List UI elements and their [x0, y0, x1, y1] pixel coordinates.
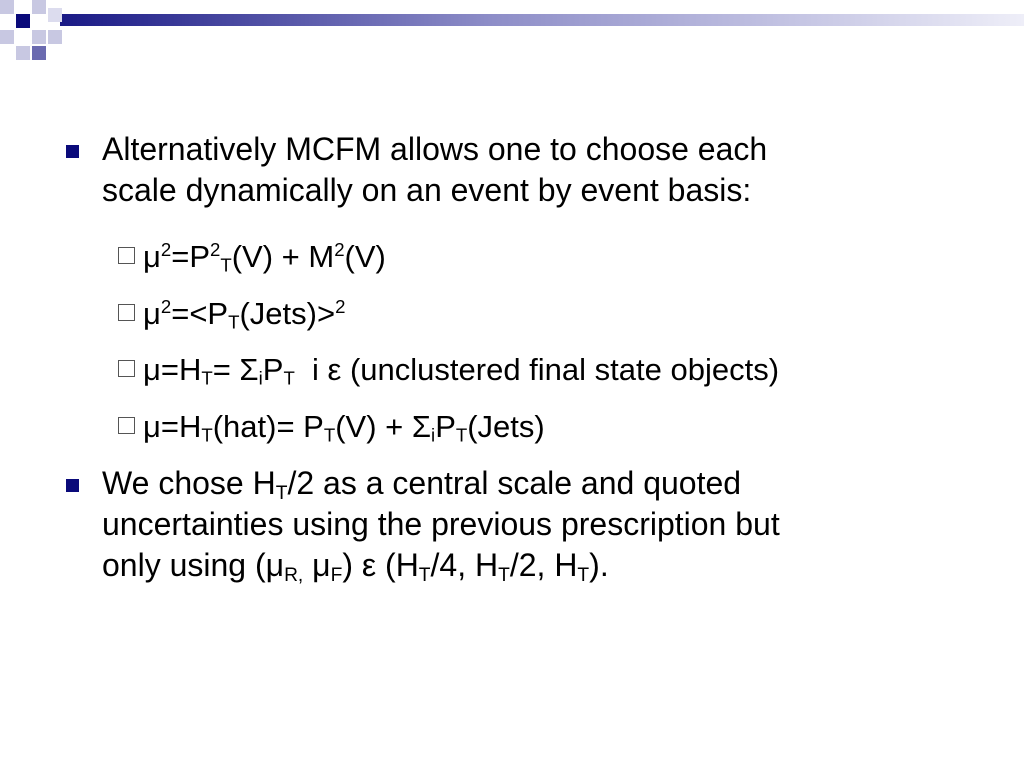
bullet-square-icon [66, 479, 79, 492]
sub-bullet-2: $\mu^2=<P_T(Jets)>^2$ [118, 294, 345, 334]
bullet-2-line-2: uncertainties using the previous prescription but [102, 506, 780, 542]
hollow-square-icon [118, 417, 135, 434]
sub-bullet-4: $\mu=H_T(hat)= P_T(V)$ + $\Sigma_iP_T(Jets)$ [118, 407, 545, 447]
bullet-1-line-1: Alternatively MCFM allows one to choose each [102, 131, 768, 167]
bullet-2-line-3: only using ($\mu_{R,}$ $\mu_F$) ε ($H_T/4$, $H_T/2$, $H_T$). [102, 547, 609, 586]
bullet-1-text [102, 129, 992, 211]
sub-bullet-1: $\mu^2=P^2_T(V) + M^2(V)$ [118, 237, 386, 277]
bullet-square-icon [66, 145, 79, 158]
hollow-square-icon [118, 360, 135, 377]
bullet-2-line-1: We chose $H_T/2$ as a central scale and quoted [102, 465, 742, 504]
bullet-1-line-2: scale dynamically on an event by event basis: [102, 172, 752, 208]
sub-bullet-3: $\mu=H_T= \Sigma_iP_T$ i ε (unclustered final state objects) [118, 350, 779, 390]
hollow-square-icon [118, 247, 135, 264]
hollow-square-icon [118, 304, 135, 321]
bullet-2-text [102, 463, 992, 586]
